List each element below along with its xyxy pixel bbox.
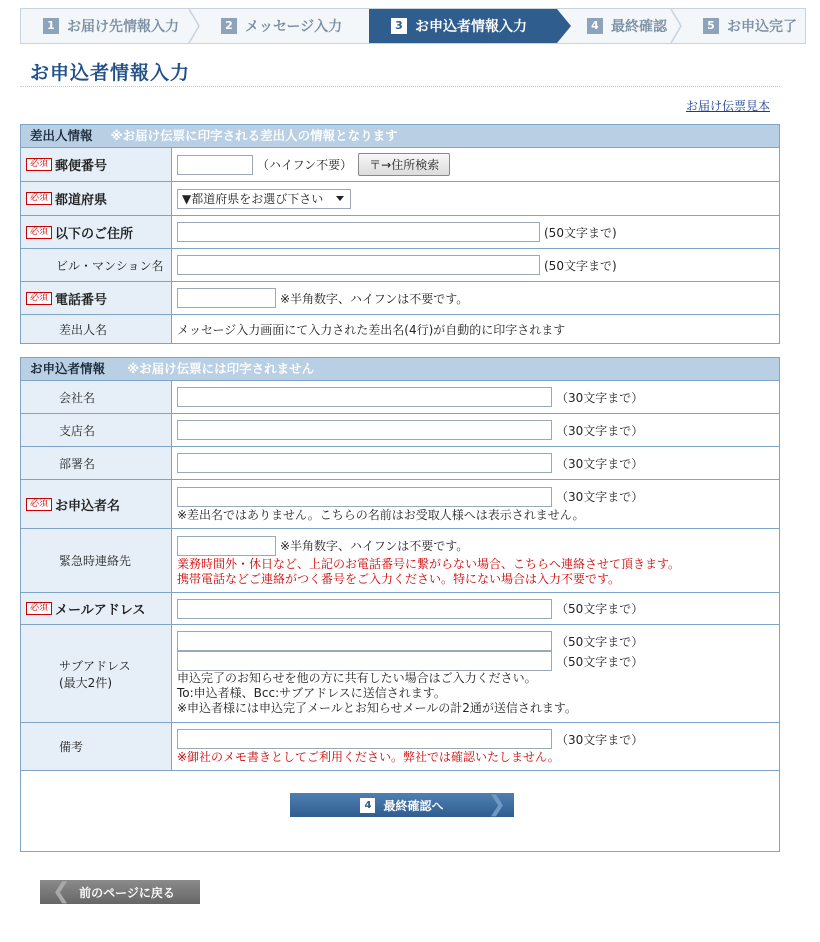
emergency-phone-input[interactable] [177, 536, 276, 556]
progress-steps [20, 8, 806, 44]
step-label: お申込完了 [727, 19, 797, 35]
form-row-emergency [21, 529, 779, 593]
step-number: 2 [221, 18, 237, 34]
company-hint: （30文字まで） [556, 390, 644, 405]
required-badge: 必須 [26, 292, 52, 305]
form-row-address [21, 216, 779, 249]
email-input[interactable] [177, 599, 552, 619]
prefecture-selected: ▼都道府県をお選び下さい [182, 192, 324, 206]
branch-input[interactable] [177, 420, 552, 440]
subaddress-label-max: (最大2件) [59, 675, 112, 690]
emergency-note-1: 業務時間外・休日など、上記のお電話番号に繋がらない場合、こちらへ連絡させて頂きます。 [177, 556, 681, 571]
field-label [21, 282, 172, 314]
page-title: お申込者情報入力 [30, 62, 191, 84]
subaddress-hint-1: （50文字まで） [556, 634, 644, 649]
field-label [21, 182, 172, 215]
form-row-prefecture [21, 182, 779, 216]
required-badge: 必須 [26, 158, 52, 171]
field-label [21, 593, 172, 624]
prefecture-label: 都道府県 [55, 193, 108, 208]
sender-name-label: 差出人名 [59, 322, 108, 337]
field-label [21, 723, 172, 770]
remarks-input[interactable] [177, 729, 552, 749]
section-header [21, 358, 779, 381]
phone-input[interactable] [177, 288, 276, 308]
field-label [21, 414, 172, 446]
field-label [21, 148, 172, 181]
field-label [21, 315, 172, 343]
step-4 [557, 9, 681, 43]
branch-label: 支店名 [59, 423, 96, 438]
field-label [21, 381, 172, 413]
arrow-right-icon [557, 9, 571, 43]
subaddress-note-1: 申込完了のお知らせを他の方に共有したい場合はご入力ください。 [177, 671, 537, 685]
emergency-hint: ※半角数字、ハイフンは不要です。 [280, 539, 469, 553]
form-row-remarks [21, 723, 779, 771]
required-badge: 必須 [26, 226, 52, 239]
required-badge: 必須 [26, 192, 52, 205]
step-label: お届け先情報入力 [67, 19, 179, 35]
department-label: 部署名 [59, 456, 96, 471]
remarks-hint: （30文字まで） [556, 732, 644, 747]
step-number: 3 [391, 18, 407, 34]
section-title: 差出人情報 [30, 128, 93, 143]
subaddress-hint-2: （50文字まで） [556, 654, 644, 669]
step-5 [681, 9, 805, 43]
subaddress-input-2[interactable] [177, 651, 552, 671]
phone-label: 電話番号 [55, 292, 108, 308]
slip-sample-link[interactable]: お届け伝票見本 [685, 99, 770, 113]
required-badge: 必須 [26, 498, 52, 511]
postal-hint: （ハイフン不要） [257, 158, 353, 172]
field-label [21, 625, 172, 722]
caret-down-icon [336, 196, 344, 202]
remarks-note: ※御社のメモ書きとしてご利用ください。弊社では確認いたしません。 [177, 750, 560, 764]
address-search-button[interactable]: 〒→住所検索 [358, 153, 450, 176]
postal-code-input[interactable] [177, 155, 253, 175]
subaddress-label: サブアドレス [59, 658, 131, 673]
form-row-email [21, 593, 779, 625]
step-number: 1 [43, 18, 59, 34]
form-row-sender-name [21, 315, 779, 343]
emergency-note-2: 携帯電話などご連絡がつく番号をご入力ください。特にない場合は入力不要です。 [177, 571, 621, 586]
remarks-label: 備考 [59, 740, 84, 754]
step-3-current [369, 9, 557, 43]
address-hint: (50文字まで) [544, 225, 617, 240]
step-2 [199, 9, 369, 43]
applicant-name-label: お申込者名 [55, 498, 121, 514]
field-label [21, 216, 172, 248]
sender-name-text: メッセージ入力画面にて入力された差出名(4行)が自動的に印字されます [177, 322, 566, 337]
applicant-name-note: ※差出名ではありません。こちらの名前はお受取人様へは表示されません。 [177, 507, 585, 522]
form-row-applicant-name [21, 480, 779, 529]
email-hint: （50文字まで） [556, 602, 644, 616]
chevron-right-icon: ❯ [487, 792, 506, 817]
title-divider [20, 86, 780, 87]
final-confirm-button[interactable] [290, 793, 514, 817]
back-label: 前のページに戻る [79, 885, 175, 900]
form-row-postal [21, 148, 779, 182]
final-confirm-label: 最終確認へ [383, 798, 444, 813]
building-label: ビル・マンション名 [56, 258, 164, 273]
department-hint: （30文字まで） [556, 456, 644, 471]
company-label: 会社名 [59, 390, 96, 405]
form-row-building [21, 249, 779, 282]
sender-info-section [20, 124, 780, 344]
step-number: 5 [703, 18, 719, 34]
building-hint: (50文字まで) [544, 258, 617, 273]
company-input[interactable] [177, 387, 552, 407]
form-row-branch [21, 414, 779, 447]
section-note: ※お届け伝票には印字されません [127, 361, 315, 376]
form-row-subaddress [21, 625, 779, 723]
field-label [21, 480, 172, 528]
address-input[interactable] [177, 222, 540, 242]
email-label: メールアドレス [55, 603, 146, 618]
subaddress-note-2: To:申込者様、Bcc:サブアドレスに送信されます。 [177, 686, 446, 700]
phone-hint: ※半角数字、ハイフンは不要です。 [280, 291, 469, 306]
subaddress-input-1[interactable] [177, 631, 552, 651]
form-row-phone [21, 282, 779, 315]
step-number: 4 [360, 798, 375, 813]
applicant-info-section [20, 357, 780, 852]
step-label: お申込者情報入力 [415, 19, 527, 35]
field-label [21, 447, 172, 479]
prefecture-select[interactable] [177, 189, 351, 209]
applicant-name-input[interactable] [177, 487, 552, 507]
form-row-department [21, 447, 779, 480]
emergency-label: 緊急時連絡先 [59, 554, 132, 568]
step-label: メッセージ入力 [245, 19, 343, 35]
step-1 [21, 9, 199, 43]
subaddress-note-3: ※申込者様には申込完了メールとお知らせメールの計2通が送信されます。 [177, 701, 577, 715]
back-button[interactable] [40, 880, 200, 904]
required-badge: 必須 [26, 602, 52, 615]
field-label [21, 249, 172, 281]
step-number: 4 [587, 18, 603, 34]
step-label: 最終確認 [611, 19, 667, 35]
department-input[interactable] [177, 453, 552, 473]
postal-label: 郵便番号 [55, 159, 108, 174]
applicant-name-hint: （30文字まで） [556, 490, 644, 504]
building-input[interactable] [177, 255, 540, 275]
address-label: 以下のご住所 [55, 226, 134, 242]
branch-hint: （30文字まで） [556, 423, 644, 438]
field-label [21, 529, 172, 592]
chevron-left-icon: ❮ [52, 879, 71, 904]
section-note: ※お届け伝票に印字される差出人の情報となります [110, 128, 398, 143]
form-row-company [21, 381, 779, 414]
section-title: お申込者情報 [30, 361, 106, 376]
section-header [21, 125, 779, 148]
